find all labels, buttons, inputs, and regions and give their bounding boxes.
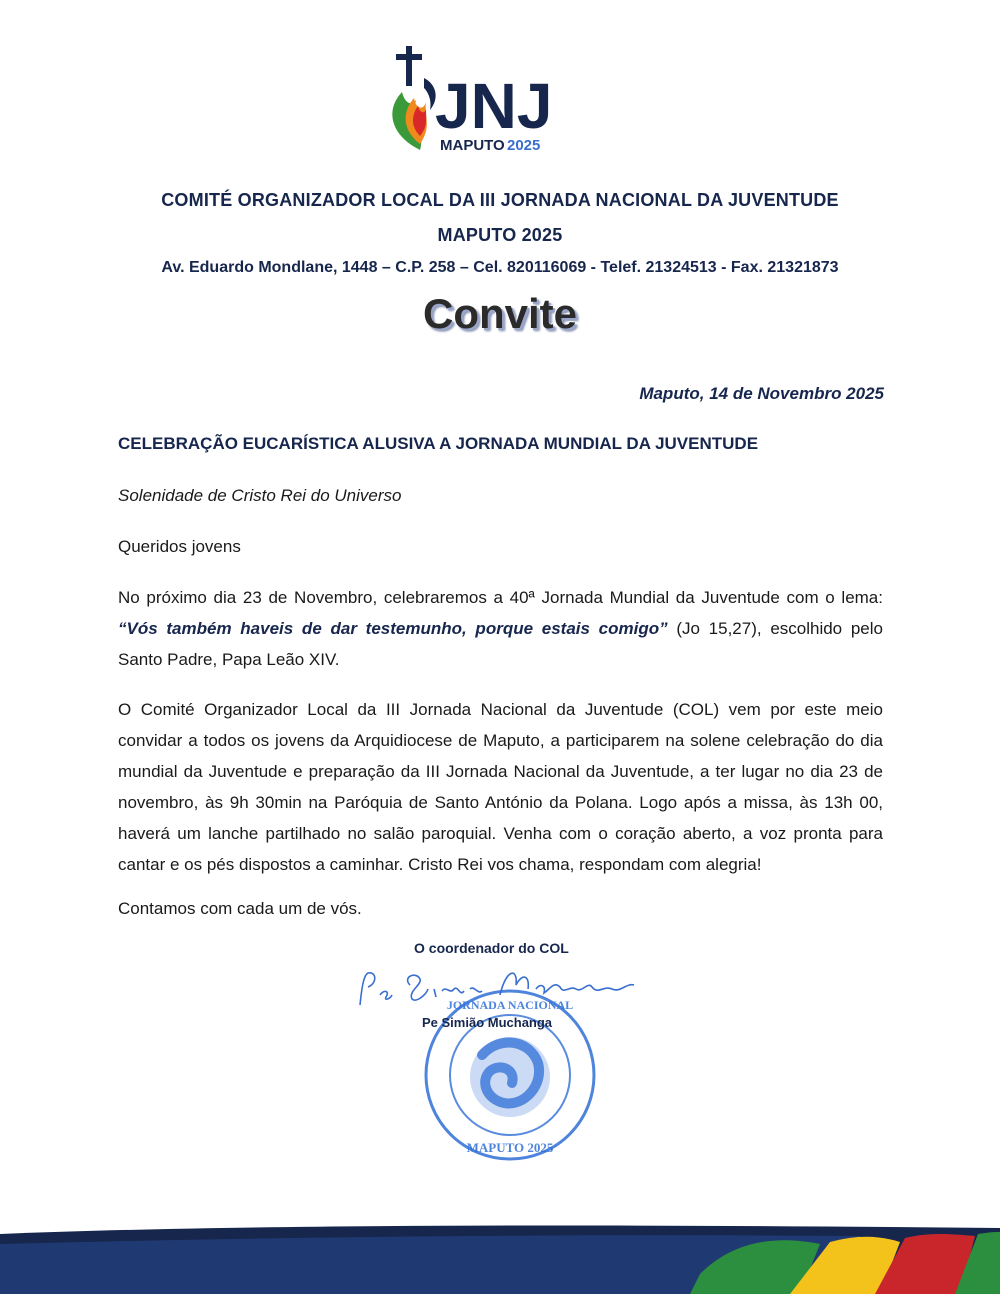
logo-year: 2025	[507, 137, 541, 154]
paragraph-1-before: No próximo dia 23 de Novembro, celebraremos a 40ª Jornada Mundial da Juventude com o lema:	[118, 588, 883, 607]
svg-text:JORNADA NACIONAL: JORNADA NACIONAL	[446, 998, 574, 1012]
signer-name: Pe Simião Muchanga	[422, 1015, 553, 1030]
org-address: Av. Eduardo Mondlane, 1448 – C.P. 258 – Cel. 820116069 - Telef. 21324513 - Fax. 21321873	[161, 259, 839, 276]
paragraph-1-after: (Jo 15,27), escolhido pelo Santo Padre, Papa Leão XIV.	[118, 619, 883, 669]
letter-subtitle: Solenidade de Cristo Rei do Universo	[118, 486, 402, 505]
paragraph-2: O Comité Organizador Local da III Jornada Nacional da Juventude (COL) vem por este meio convidar a todos os jovens da Arquidiocese de Maputo, a participarem na solene celebração do dia mundial da Juventude e preparação da III Jornada Nacional da Juventude, a ter lugar no dia 23 de novembro, às 9h 30min na Paróquia de Santo António da Polana. Logo após a missa, às 13h 00, haverá um lanche partilhado no salão paroquial. Venha com o coração aberto, a voz pronta para cantar e os pés dispostos a caminhar. Cristo Rei vos chama, respondam com alegria!	[118, 700, 883, 874]
greeting: Queridos jovens	[118, 537, 241, 556]
jnj-logo	[380, 40, 580, 165]
letter-date: Maputo, 14 de Novembro 2025	[639, 384, 884, 403]
paragraph-1	[118, 582, 883, 675]
coordinator-role: O coordenador do COL	[414, 940, 569, 956]
handwritten-signature	[350, 955, 650, 1015]
motto-quote: “Vós também haveis de dar testemunho, porque estais comigo”	[118, 619, 668, 638]
org-title-line2: MAPUTO 2025	[437, 225, 563, 245]
logo-text: JNJ	[435, 70, 553, 142]
footer-band	[0, 1214, 1000, 1294]
svg-text:MAPUTO 2025: MAPUTO 2025	[466, 1140, 554, 1155]
page-title: Convite	[422, 290, 577, 337]
logo-subtext: MAPUTO	[440, 137, 505, 154]
letter-heading: CELEBRAÇÃO EUCARÍSTICA ALUSIVA A JORNADA MUNDIAL DA JUVENTUDE	[118, 434, 759, 453]
org-title-line1: COMITÉ ORGANIZADOR LOCAL DA III JORNADA NACIONAL DA JUVENTUDE	[161, 190, 839, 210]
closing-line: Contamos com cada um de vós.	[118, 899, 362, 918]
